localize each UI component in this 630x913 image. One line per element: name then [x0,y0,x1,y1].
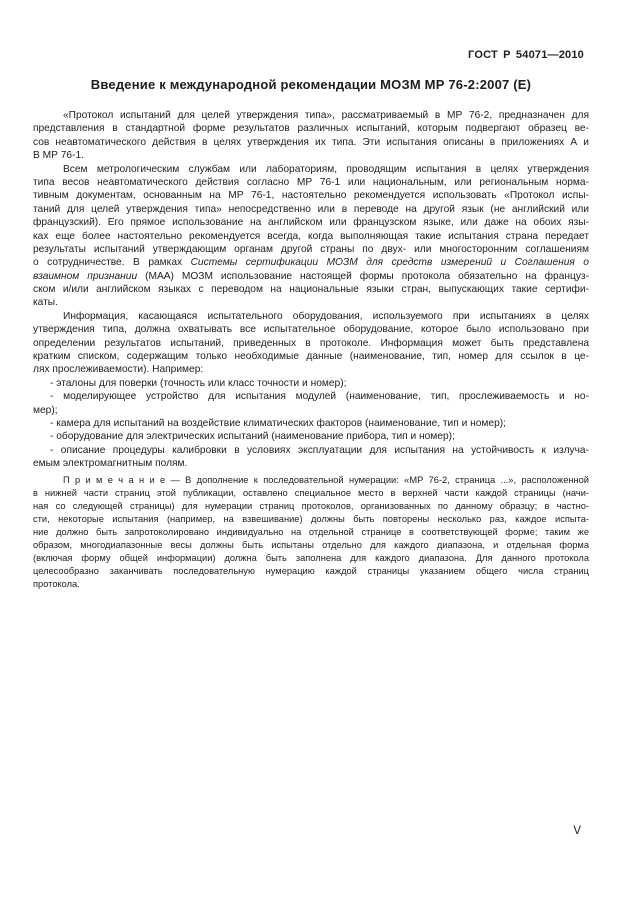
text-line: «Протокол испытаний для целей утверждения типа», рассматриваемый в МР 76-2, предназначен для [63,110,589,121]
text-line: протокола. [33,579,80,589]
body-text [33,109,589,471]
text-line: - описание процедуры калибровки в условиях эксплуатации для испытания на устойчивость к излуча- [50,444,589,456]
text-line: ках еще более настоятельно рекомендуется всегда, когда выполняющая такие испытания страна передает [33,230,589,242]
text-line: Информация, касающаяся испытательного оборудования, используемого при испытаниях в целях [63,310,589,322]
text-line: ная со следующей страницы) для нумерации страниц протоколов, организованных по данному образцу; в частно- [33,501,589,511]
text-line: - эталоны для поверки (точность или класс точности и номер); [50,377,347,389]
text-line: тивным документам, основанным на МР 76-1, настоятельно рекомендуется использовать «Протокол испы- [33,190,589,202]
text-line: - оборудование для электрических испытаний (наименование прибора, тип и номер); [50,431,455,443]
text-line: мер); [33,404,58,416]
document-code: ГОСТ Р 54071—2010 [468,49,584,61]
text-line: утверждения типа, должна охватывать все испытательное оборудование, которое было использовано при [33,324,589,336]
text-line: французский). Его прямое использование на английском или французском языке, или даже на обоих язы- [33,217,589,229]
text-line: - камера для испытаний на воздействие климатических факторов (наименование, тип и номер); [50,417,506,429]
text-line: таний для целей утверждения типа» непосредственно или в переводе на другой язык (не английский или [33,203,589,215]
text-line: результаты испытаний утверждающим органам другой страны по двух- или многосторонним соглашениям [33,243,589,255]
text-line: представления в стандартной форме результатов различных испытаний, которым подвергают образец ве- [33,123,589,135]
text-line: целесообразно заканчивать последовательную нумерацию каждой страницы указанием общего числа страниц [33,566,589,576]
text-line: В МР 76-1. [33,150,84,162]
page-number: V [573,825,581,837]
text-line: о сотрудничестве. В рамках Системы сертификации МОЗМ для средств измерений и Соглашения о [33,257,589,269]
text-line: сти, некоторые испытания (например, на взвешивание) должны быть повторены несколько раз, каждое испыта- [33,514,589,524]
text-line: каты. [33,297,58,309]
text-line: взаимном признании (МАА) МОЗМ использование настоящей формы протокола обязательно на француз- [33,270,589,282]
text-line: в нижней части страниц этой публикации, оставлено специальное место в верхней части каждой страницы (начи- [33,488,589,498]
text-line: определении результатов испытаний, приведенных в протоколе. Информация может быть представлена [33,337,589,349]
page-title: Введение к международной рекомендации МОЗМ МР 76-2:2007 (Е) [90,77,532,92]
note-text [33,474,589,591]
text-line: П р и м е ч а н и е — В дополнение к последовательной нумерации: «МР 76-2, страница ...», расположенной [63,475,589,485]
text-line: кратким списком, содержащим только необходимые данные (наименование, тип, номер для ссылок в це- [33,351,589,363]
text-line: образом, многодиапазонные весы должны быть испытаны отдельно для каждого диапазона, и отдельная форма [33,540,589,550]
text-line: (включая форму общей информации) должна быть заполнена для каждого диапазона. Для данного протокола [33,553,589,563]
text-line: емым электромагнитным полям. [33,458,188,470]
text-line: сов неавтоматического действия в целях утверждения их типа. Эти испытания описаны в приложениях А и [33,136,589,148]
text-line: типа весов неавтоматического действия согласно МР 76-1 или национальным, или региональным норма- [33,176,589,188]
text-line: - моделирующее устройство для испытания модулей (наименование, тип, прослеживаемость и но- [50,391,589,403]
text-line: ском и/или английском языках с переводом на национальные языки стран, выпускающих такие сертифи- [33,284,589,296]
text-line: Всем метрологическим службам или лабораториям, проводящим испытания в целях утверждения [63,163,589,175]
text-line: лях прослеживаемости). Например: [33,364,204,376]
text-line: ние должно быть запротоколировано индивидуально на отдельной странице в соответствующей форме; таким же [33,527,589,537]
